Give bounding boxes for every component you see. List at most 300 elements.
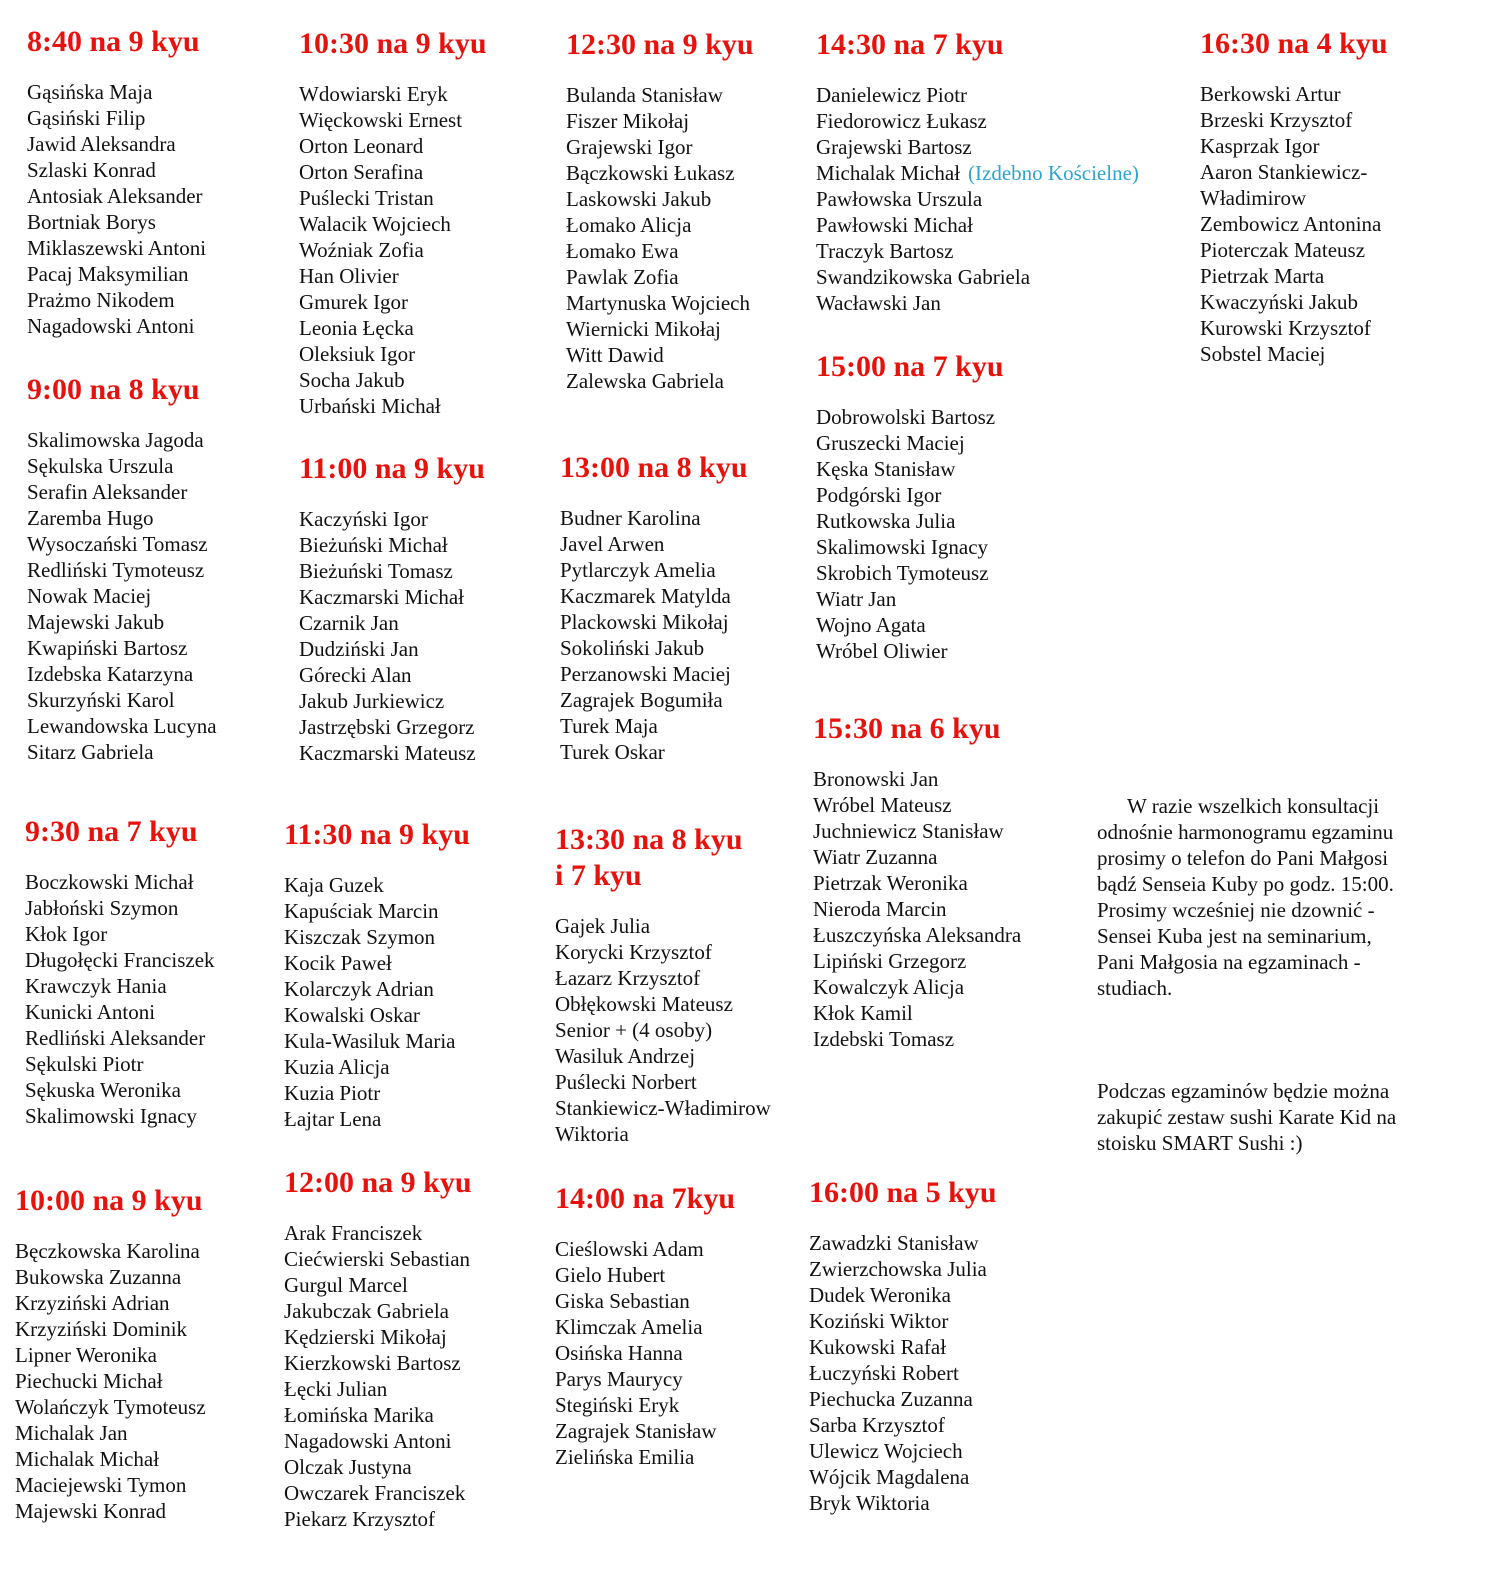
person-name: Jawid Aleksandra bbox=[27, 132, 176, 156]
person-name: Skalimowski Ignacy bbox=[816, 535, 989, 559]
person-name: Majewski Konrad bbox=[15, 1499, 167, 1523]
list-item bbox=[566, 160, 754, 186]
group-heading: 15:30 na 6 kyu bbox=[813, 712, 1001, 745]
list-item bbox=[560, 583, 748, 609]
list-item bbox=[809, 1256, 997, 1282]
list-item bbox=[15, 1238, 206, 1264]
list-item bbox=[809, 1438, 997, 1464]
group-1400-7kyu bbox=[555, 1181, 735, 1470]
list-item bbox=[299, 393, 487, 419]
list-item bbox=[284, 1028, 470, 1054]
person-name: Sękulska Urszula bbox=[27, 454, 174, 478]
list-item bbox=[27, 313, 206, 339]
person-name: Podgórski Igor bbox=[816, 483, 942, 507]
list-item bbox=[27, 79, 206, 105]
person-name: Skurzyński Karol bbox=[27, 688, 175, 712]
list-item bbox=[15, 1394, 206, 1420]
person-name: Korycki Krzysztof bbox=[555, 940, 712, 964]
name-list bbox=[813, 766, 1021, 1052]
list-item bbox=[15, 1472, 206, 1498]
group-1600-5kyu bbox=[809, 1175, 997, 1516]
person-name: Pietrzak Weronika bbox=[813, 871, 968, 895]
group-0930-7kyu bbox=[25, 814, 215, 1129]
list-item bbox=[27, 209, 206, 235]
person-name: Długołęcki Franciszek bbox=[25, 948, 215, 972]
list-item bbox=[809, 1360, 997, 1386]
person-name: Pietrzak Marta bbox=[1200, 264, 1325, 288]
group-heading: 12:00 na 9 kyu bbox=[284, 1166, 472, 1199]
person-name: Kula-Wasiluk Maria bbox=[284, 1029, 456, 1053]
list-item bbox=[809, 1282, 997, 1308]
person-name: Izdebski Tomasz bbox=[813, 1027, 955, 1051]
person-name: Obłękowski Mateusz bbox=[555, 992, 733, 1016]
group-1030-9kyu bbox=[299, 26, 487, 419]
group-heading: 16:00 na 5 kyu bbox=[809, 1176, 997, 1209]
list-item bbox=[284, 1272, 472, 1298]
group-1500-7kyu bbox=[816, 349, 1004, 664]
list-item bbox=[299, 107, 487, 133]
person-name: Han Olivier bbox=[299, 264, 399, 288]
person-name: Koziński Wiktor bbox=[809, 1309, 949, 1333]
name-list bbox=[299, 506, 485, 766]
list-item bbox=[1200, 81, 1388, 107]
group-heading: 14:00 na 7kyu bbox=[555, 1182, 736, 1215]
person-name: Fiszer Mikołaj bbox=[566, 109, 690, 133]
list-item bbox=[555, 1095, 771, 1121]
person-name: Zagrajek Stanisław bbox=[555, 1419, 717, 1443]
person-name: Kwapiński Bartosz bbox=[27, 636, 188, 660]
person-name: Kunicki Antoni bbox=[25, 1000, 156, 1024]
person-name: Kaja Guzek bbox=[284, 873, 384, 897]
list-item bbox=[27, 261, 206, 287]
person-name: Pioterczak Mateusz bbox=[1200, 238, 1366, 262]
location-note: (Izdebno Kościelne) bbox=[968, 161, 1139, 185]
list-item bbox=[816, 238, 1139, 264]
person-name: Wiernicki Mikołaj bbox=[566, 317, 721, 341]
person-name: Osińska Hanna bbox=[555, 1341, 683, 1365]
list-item bbox=[1200, 159, 1388, 185]
list-item bbox=[1200, 263, 1388, 289]
group-1330-8kyu-7kyu bbox=[555, 822, 771, 1147]
list-item bbox=[25, 869, 215, 895]
person-name: Aaron Stankiewicz- bbox=[1200, 160, 1368, 184]
group-heading: 12:30 na 9 kyu bbox=[566, 28, 754, 61]
list-item bbox=[560, 531, 748, 557]
list-item bbox=[284, 1002, 470, 1028]
list-item bbox=[299, 636, 485, 662]
person-name: Zielińska Emilia bbox=[555, 1445, 695, 1469]
person-name: Sokoliński Jakub bbox=[560, 636, 705, 660]
person-name: Parys Maurycy bbox=[555, 1367, 683, 1391]
person-name: Krzyziński Dominik bbox=[15, 1317, 188, 1341]
person-name: Serafin Aleksander bbox=[27, 480, 188, 504]
person-name: Zalewska Gabriela bbox=[566, 369, 725, 393]
list-item bbox=[555, 1444, 735, 1470]
list-item bbox=[555, 1340, 735, 1366]
list-item bbox=[560, 713, 748, 739]
list-item bbox=[555, 1366, 735, 1392]
list-item bbox=[566, 82, 754, 108]
person-name: Pytlarczyk Amelia bbox=[560, 558, 716, 582]
list-item bbox=[1200, 107, 1388, 133]
list-item bbox=[25, 1103, 215, 1129]
group-heading bbox=[555, 822, 771, 894]
list-item bbox=[299, 133, 487, 159]
person-name: Senior + (4 osoby) bbox=[555, 1018, 713, 1042]
person-name: Ulewicz Wojciech bbox=[809, 1439, 963, 1463]
list-item bbox=[27, 287, 206, 313]
person-name: Piechucka Zuzanna bbox=[809, 1387, 973, 1411]
person-name: Sitarz Gabriela bbox=[27, 740, 154, 764]
list-item bbox=[299, 532, 485, 558]
list-item bbox=[299, 289, 487, 315]
person-name: Ciećwierski Sebastian bbox=[284, 1247, 471, 1271]
person-name: Kowalczyk Alicja bbox=[813, 975, 965, 999]
list-item bbox=[25, 973, 215, 999]
list-item bbox=[560, 557, 748, 583]
person-name: Bieżuński Michał bbox=[299, 533, 448, 557]
person-name: Urbański Michał bbox=[299, 394, 441, 418]
list-item bbox=[816, 612, 1004, 638]
list-item bbox=[299, 584, 485, 610]
person-name: Wróbel Mateusz bbox=[813, 793, 952, 817]
name-list bbox=[299, 81, 487, 419]
person-name: Boczkowski Michał bbox=[25, 870, 194, 894]
list-item bbox=[15, 1264, 206, 1290]
person-name: Szlaski Konrad bbox=[27, 158, 156, 182]
info-line: W razie wszelkich konsultacji bbox=[1127, 794, 1380, 818]
person-name: Łomako Ewa bbox=[566, 239, 679, 263]
list-item bbox=[816, 160, 1139, 186]
list-item bbox=[284, 1506, 472, 1532]
name-list bbox=[816, 404, 1004, 664]
list-item bbox=[809, 1464, 997, 1490]
person-name: Grajewski Bartosz bbox=[816, 135, 972, 159]
list-item bbox=[809, 1386, 997, 1412]
person-name: Wojno Agata bbox=[816, 613, 926, 637]
person-name: Dudek Weronika bbox=[809, 1283, 951, 1307]
list-item bbox=[15, 1290, 206, 1316]
person-name: Zawadzki Stanisław bbox=[809, 1231, 979, 1255]
person-name: Krawczyk Hania bbox=[25, 974, 167, 998]
list-item bbox=[284, 1454, 472, 1480]
person-name: Lipiński Grzegorz bbox=[813, 949, 967, 973]
person-name: Kasprzak Igor bbox=[1200, 134, 1320, 158]
person-name: Javel Arwen bbox=[560, 532, 665, 556]
list-item bbox=[816, 638, 1004, 664]
person-name: Sobstel Maciej bbox=[1200, 342, 1326, 366]
list-item bbox=[555, 1288, 735, 1314]
person-name: Kolarczyk Adrian bbox=[284, 977, 434, 1001]
list-item bbox=[1200, 185, 1388, 211]
list-item bbox=[566, 238, 754, 264]
person-name: Pawłowska Urszula bbox=[816, 187, 983, 211]
person-name: Kaczmarek Matylda bbox=[560, 584, 731, 608]
list-item bbox=[284, 1246, 472, 1272]
info-line: studiach. bbox=[1097, 976, 1173, 1000]
person-name: Turek Oskar bbox=[560, 740, 665, 764]
list-item bbox=[1200, 211, 1388, 237]
person-name: Dobrowolski Bartosz bbox=[816, 405, 996, 429]
list-item bbox=[566, 264, 754, 290]
person-name: Łuszczyńska Aleksandra bbox=[813, 923, 1022, 947]
list-item bbox=[1200, 341, 1388, 367]
person-name: Bortniak Borys bbox=[27, 210, 156, 234]
list-item bbox=[816, 534, 1004, 560]
person-name: Stegiński Eryk bbox=[555, 1393, 680, 1417]
person-name: Witt Dawid bbox=[566, 343, 664, 367]
list-item bbox=[566, 212, 754, 238]
person-name: Berkowski Artur bbox=[1200, 82, 1341, 106]
person-name: Łuczyński Robert bbox=[809, 1361, 959, 1385]
list-item bbox=[25, 947, 215, 973]
name-list bbox=[816, 82, 1139, 316]
list-item bbox=[284, 950, 470, 976]
person-name: Stankiewicz-Władimirow bbox=[555, 1096, 771, 1120]
list-item bbox=[27, 557, 217, 583]
list-item bbox=[284, 1298, 472, 1324]
person-name: Wójcik Magdalena bbox=[809, 1465, 970, 1489]
person-name: Redliński Tymoteusz bbox=[27, 558, 205, 582]
person-name: Brzeski Krzysztof bbox=[1200, 108, 1353, 132]
list-item bbox=[25, 921, 215, 947]
person-name: Skrobich Tymoteusz bbox=[816, 561, 989, 585]
person-name: Leonia Łęcka bbox=[299, 316, 414, 340]
list-item bbox=[299, 714, 485, 740]
list-item bbox=[284, 1106, 470, 1132]
list-item bbox=[27, 157, 206, 183]
list-item bbox=[25, 999, 215, 1025]
info-line: prosimy o telefon do Pani Małgosi bbox=[1097, 846, 1389, 870]
list-item bbox=[27, 105, 206, 131]
person-name: Zembowicz Antonina bbox=[1200, 212, 1382, 236]
group-heading: 10:00 na 9 kyu bbox=[15, 1184, 203, 1217]
list-item bbox=[816, 404, 1004, 430]
person-name: Woźniak Zofia bbox=[299, 238, 424, 262]
name-list bbox=[555, 913, 771, 1147]
list-item bbox=[813, 818, 1021, 844]
person-name: Nieroda Marcin bbox=[813, 897, 947, 921]
name-list bbox=[284, 1220, 472, 1532]
person-name: Zaremba Hugo bbox=[27, 506, 154, 530]
person-name: Wiktoria bbox=[555, 1122, 629, 1146]
list-item bbox=[809, 1308, 997, 1334]
list-item bbox=[816, 186, 1139, 212]
person-name: Socha Jakub bbox=[299, 368, 405, 392]
person-name: Bęczkowska Karolina bbox=[15, 1239, 200, 1263]
person-name: Kuzia Piotr bbox=[284, 1081, 381, 1105]
list-item bbox=[15, 1368, 206, 1394]
list-item bbox=[555, 1043, 771, 1069]
name-list bbox=[15, 1238, 206, 1524]
person-name: Lewandowska Lucyna bbox=[27, 714, 217, 738]
person-name: Łazarz Krzysztof bbox=[555, 966, 701, 990]
person-name: Izdebska Katarzyna bbox=[27, 662, 194, 686]
list-item bbox=[566, 368, 754, 394]
list-item bbox=[284, 976, 470, 1002]
list-item bbox=[816, 482, 1004, 508]
group-heading: 16:30 na 4 kyu bbox=[1200, 27, 1388, 60]
list-item bbox=[809, 1230, 997, 1256]
person-name: Kędzierski Mikołaj bbox=[284, 1325, 447, 1349]
name-list bbox=[284, 872, 470, 1132]
list-item bbox=[566, 342, 754, 368]
person-name: Wiatr Jan bbox=[816, 587, 897, 611]
list-item bbox=[25, 1051, 215, 1077]
list-item bbox=[555, 1392, 735, 1418]
name-list bbox=[1200, 81, 1388, 367]
person-name: Kocik Paweł bbox=[284, 951, 392, 975]
person-name: Łęcki Julian bbox=[284, 1377, 388, 1401]
group-heading: 14:30 na 7 kyu bbox=[816, 28, 1004, 61]
person-name: Kwaczyński Jakub bbox=[1200, 290, 1359, 314]
list-item bbox=[25, 895, 215, 921]
person-name: Wolańczyk Tymoteusz bbox=[15, 1395, 206, 1419]
list-item bbox=[284, 1402, 472, 1428]
person-name: Łomako Alicja bbox=[566, 213, 692, 237]
list-item bbox=[566, 134, 754, 160]
list-item bbox=[299, 159, 487, 185]
person-name: Michalak Michał bbox=[15, 1447, 160, 1471]
list-item bbox=[813, 1000, 1021, 1026]
list-item bbox=[284, 898, 470, 924]
group-1130-9kyu bbox=[284, 817, 470, 1132]
person-name: Antosiak Aleksander bbox=[27, 184, 203, 208]
list-item bbox=[284, 1324, 472, 1350]
person-name: Bulanda Stanisław bbox=[566, 83, 723, 107]
info-line: zakupić zestaw sushi Karate Kid na bbox=[1097, 1105, 1397, 1129]
person-name: Kierzkowski Bartosz bbox=[284, 1351, 461, 1375]
person-name: Nowak Maciej bbox=[27, 584, 152, 608]
person-name: Maciejewski Tymon bbox=[15, 1473, 187, 1497]
list-item bbox=[27, 583, 217, 609]
list-item bbox=[299, 740, 485, 766]
person-name: Kaczmarski Michał bbox=[299, 585, 465, 609]
person-name: Gielo Hubert bbox=[555, 1263, 666, 1287]
list-item bbox=[299, 185, 487, 211]
person-name: Jakub Jurkiewicz bbox=[299, 689, 445, 713]
list-item bbox=[299, 506, 485, 532]
list-item bbox=[555, 1418, 735, 1444]
info-line: Podczas egzaminów będzie można bbox=[1097, 1079, 1390, 1103]
list-item bbox=[15, 1342, 206, 1368]
list-item bbox=[299, 263, 487, 289]
list-item bbox=[27, 183, 206, 209]
list-item bbox=[299, 81, 487, 107]
list-item bbox=[816, 430, 1004, 456]
list-item bbox=[27, 687, 217, 713]
person-name: Bronowski Jan bbox=[813, 767, 939, 791]
person-name: Majewski Jakub bbox=[27, 610, 165, 634]
list-item bbox=[816, 212, 1139, 238]
name-list bbox=[560, 505, 748, 765]
list-item bbox=[284, 872, 470, 898]
person-name: Michalak Michał bbox=[816, 161, 961, 185]
list-item bbox=[560, 739, 748, 765]
list-item bbox=[299, 367, 487, 393]
person-name: Grajewski Igor bbox=[566, 135, 693, 159]
list-item bbox=[813, 1026, 1021, 1052]
person-name: Gąsińska Maja bbox=[27, 80, 153, 104]
person-name: Wdowiarski Eryk bbox=[299, 82, 448, 106]
person-name: Juchniewicz Stanisław bbox=[813, 819, 1004, 843]
person-name: Kukowski Rafał bbox=[809, 1335, 947, 1359]
person-name: Kęska Stanisław bbox=[816, 457, 956, 481]
group-1530-6kyu bbox=[813, 711, 1021, 1052]
group-1630-4kyu bbox=[1200, 26, 1388, 367]
name-list bbox=[25, 869, 215, 1129]
person-name: Łajtar Lena bbox=[284, 1107, 382, 1131]
group-heading: 8:40 na 9 kyu bbox=[27, 25, 200, 58]
group-1300-8kyu bbox=[560, 450, 748, 765]
person-name: Budner Karolina bbox=[560, 506, 701, 530]
list-item bbox=[27, 531, 217, 557]
consultation-notice bbox=[1097, 793, 1394, 1001]
person-name: Krzyziński Adrian bbox=[15, 1291, 170, 1315]
group-heading: 13:00 na 8 kyu bbox=[560, 451, 748, 484]
name-list bbox=[27, 427, 217, 765]
list-item bbox=[555, 965, 771, 991]
group-0900-8kyu bbox=[27, 372, 217, 765]
list-item bbox=[555, 913, 771, 939]
list-item bbox=[1200, 289, 1388, 315]
person-name: Wacławski Jan bbox=[816, 291, 941, 315]
list-item bbox=[27, 427, 217, 453]
person-name: Puślecki Tristan bbox=[299, 186, 434, 210]
person-name: Olczak Justyna bbox=[284, 1455, 412, 1479]
info-line: bądź Senseia Kuby po godz. 15:00. bbox=[1097, 872, 1394, 896]
list-item bbox=[813, 948, 1021, 974]
person-name: Sękulski Piotr bbox=[25, 1052, 144, 1076]
list-item bbox=[555, 1069, 771, 1095]
group-heading: 9:30 na 7 kyu bbox=[25, 815, 198, 848]
list-item bbox=[816, 264, 1139, 290]
person-name: Giska Sebastian bbox=[555, 1289, 690, 1313]
list-item bbox=[27, 661, 217, 687]
person-name: Pacaj Maksymilian bbox=[27, 262, 189, 286]
list-item bbox=[555, 1121, 771, 1147]
group-1430-7kyu bbox=[816, 27, 1139, 316]
person-name: Owczarek Franciszek bbox=[284, 1481, 466, 1505]
person-name: Prażmo Nikodem bbox=[27, 288, 175, 312]
list-item bbox=[27, 609, 217, 635]
person-name: Gruszecki Maciej bbox=[816, 431, 965, 455]
list-item bbox=[284, 1054, 470, 1080]
group-0840-9kyu bbox=[27, 24, 206, 339]
list-item bbox=[555, 939, 771, 965]
person-name: Kłok Kamil bbox=[813, 1001, 913, 1025]
info-line: Prosimy wcześniej nie dzownić - bbox=[1097, 898, 1375, 922]
person-name: Wysoczański Tomasz bbox=[27, 532, 208, 556]
person-name: Danielewicz Piotr bbox=[816, 83, 968, 107]
person-name: Puślecki Norbert bbox=[555, 1070, 697, 1094]
list-item bbox=[809, 1412, 997, 1438]
list-item bbox=[555, 991, 771, 1017]
person-name: Lipner Weronika bbox=[15, 1343, 157, 1367]
list-item bbox=[813, 766, 1021, 792]
list-item bbox=[816, 508, 1004, 534]
info-line: odnośnie harmonogramu egzaminu bbox=[1097, 820, 1394, 844]
person-name: Górecki Alan bbox=[299, 663, 412, 687]
person-name: Traczyk Bartosz bbox=[816, 239, 954, 263]
person-name: Władimirow bbox=[1200, 186, 1307, 210]
person-name: Skalimowska Jagoda bbox=[27, 428, 204, 452]
group-1000-9kyu bbox=[15, 1183, 206, 1524]
list-item bbox=[1200, 315, 1388, 341]
list-item bbox=[816, 134, 1139, 160]
list-item bbox=[816, 108, 1139, 134]
person-name: Kowalski Oskar bbox=[284, 1003, 420, 1027]
